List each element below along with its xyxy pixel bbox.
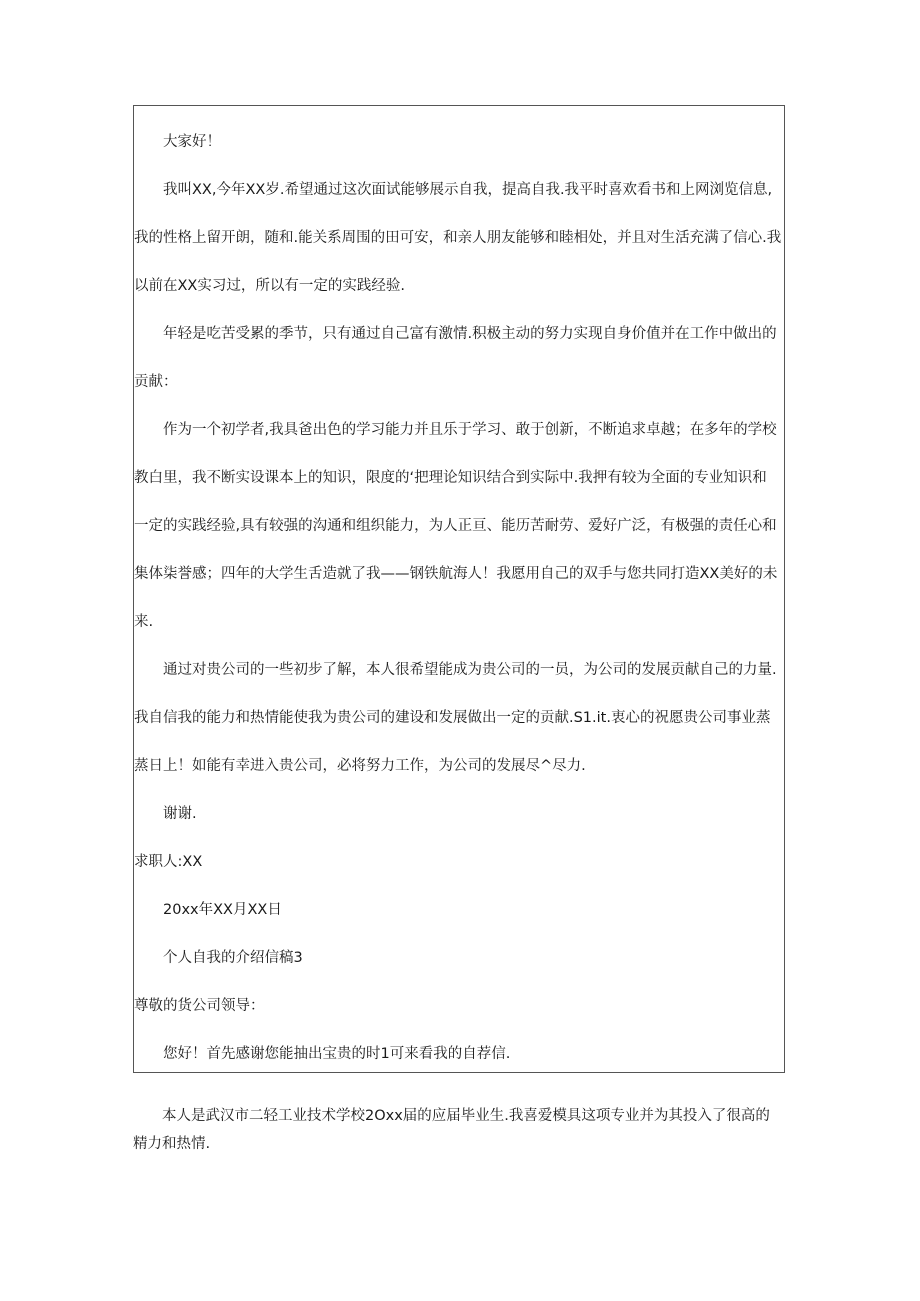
paragraph-line: 通过对贵公司的一些初步了解，本人很希望能成为贵公司的一员，为公司的发展贡献自己的力量.	[134, 662, 777, 678]
letter-box	[133, 105, 785, 1073]
letter-date: 20xx年XX月XX日	[134, 902, 282, 918]
paragraph-line: 教白里，我不断实设课本上的知识，限度的‘把理论知识结合到实际中.我押有较为全面的专业知识和	[134, 470, 767, 486]
paragraph-line: 来.	[134, 614, 154, 630]
paragraph-line: 我的性格上留开朗，随和.能关系周围的田可安，和亲人朋友能够和睦相处，并且对生活充满了信心.我	[134, 230, 782, 246]
paragraph-line: 以前在XX实习过，所以有一定的实践经验.	[134, 278, 405, 294]
paragraph-line: 作为一个初学者,我具爸出色的学习能力并且乐于学习、敢于创新，不断追求卓越；在多年的学校	[134, 422, 777, 438]
section-heading: 个人自我的介绍信稿3	[134, 950, 303, 966]
salutation: 尊敬的货公司领导：	[134, 998, 265, 1014]
paragraph-line: 年轻是吃苦受累的季节，只有通过自己富有激情.积极主动的努力实现自身价值并在工作中做出的	[134, 326, 777, 342]
paragraph-line: 本人是武汉市二轻工业技术学校2Oxx届的应届毕业生.我喜爱模具这项专业并为其投入了很高的	[133, 1108, 770, 1124]
paragraph-line: 我自信我的能力和热情能使我为贵公司的建设和发展做出一定的贡献.S1.it.衷心的祝愿贵公司事业蒸	[134, 710, 771, 726]
applicant-signature: 求职人:XX	[134, 854, 203, 870]
paragraph-line: 您好！首先感谢您能抽出宝贵的时1可来看我的自荐信.	[134, 1046, 511, 1062]
paragraph-line: 精力和热情.	[133, 1136, 211, 1152]
paragraph-line: 蒸日上！如能有幸进入贵公司，必将努力工作，为公司的发展尽^尽力.	[134, 758, 586, 774]
paragraph-line: 集体柒誉感；四年的大学生舌造就了我——钢铁航海人！我愿用自己的双手与您共同打造XX美好的未	[134, 566, 778, 582]
paragraph-line: 贡献：	[134, 374, 178, 390]
paragraph-line: 我叫XX,今年XX岁.希望通过这次面试能够展示自我，提高自我.我平时喜欢看书和上网浏览信息,	[134, 182, 773, 198]
paragraph-line: 大家好！	[134, 134, 221, 150]
paragraph-line: 一定的实践经验,具有较强的沟通和组织能力，为人正亘、能历苦耐劳、爱好广泛，有极强的责任心和	[134, 518, 777, 534]
closing-thanks: 谢谢.	[134, 806, 197, 822]
